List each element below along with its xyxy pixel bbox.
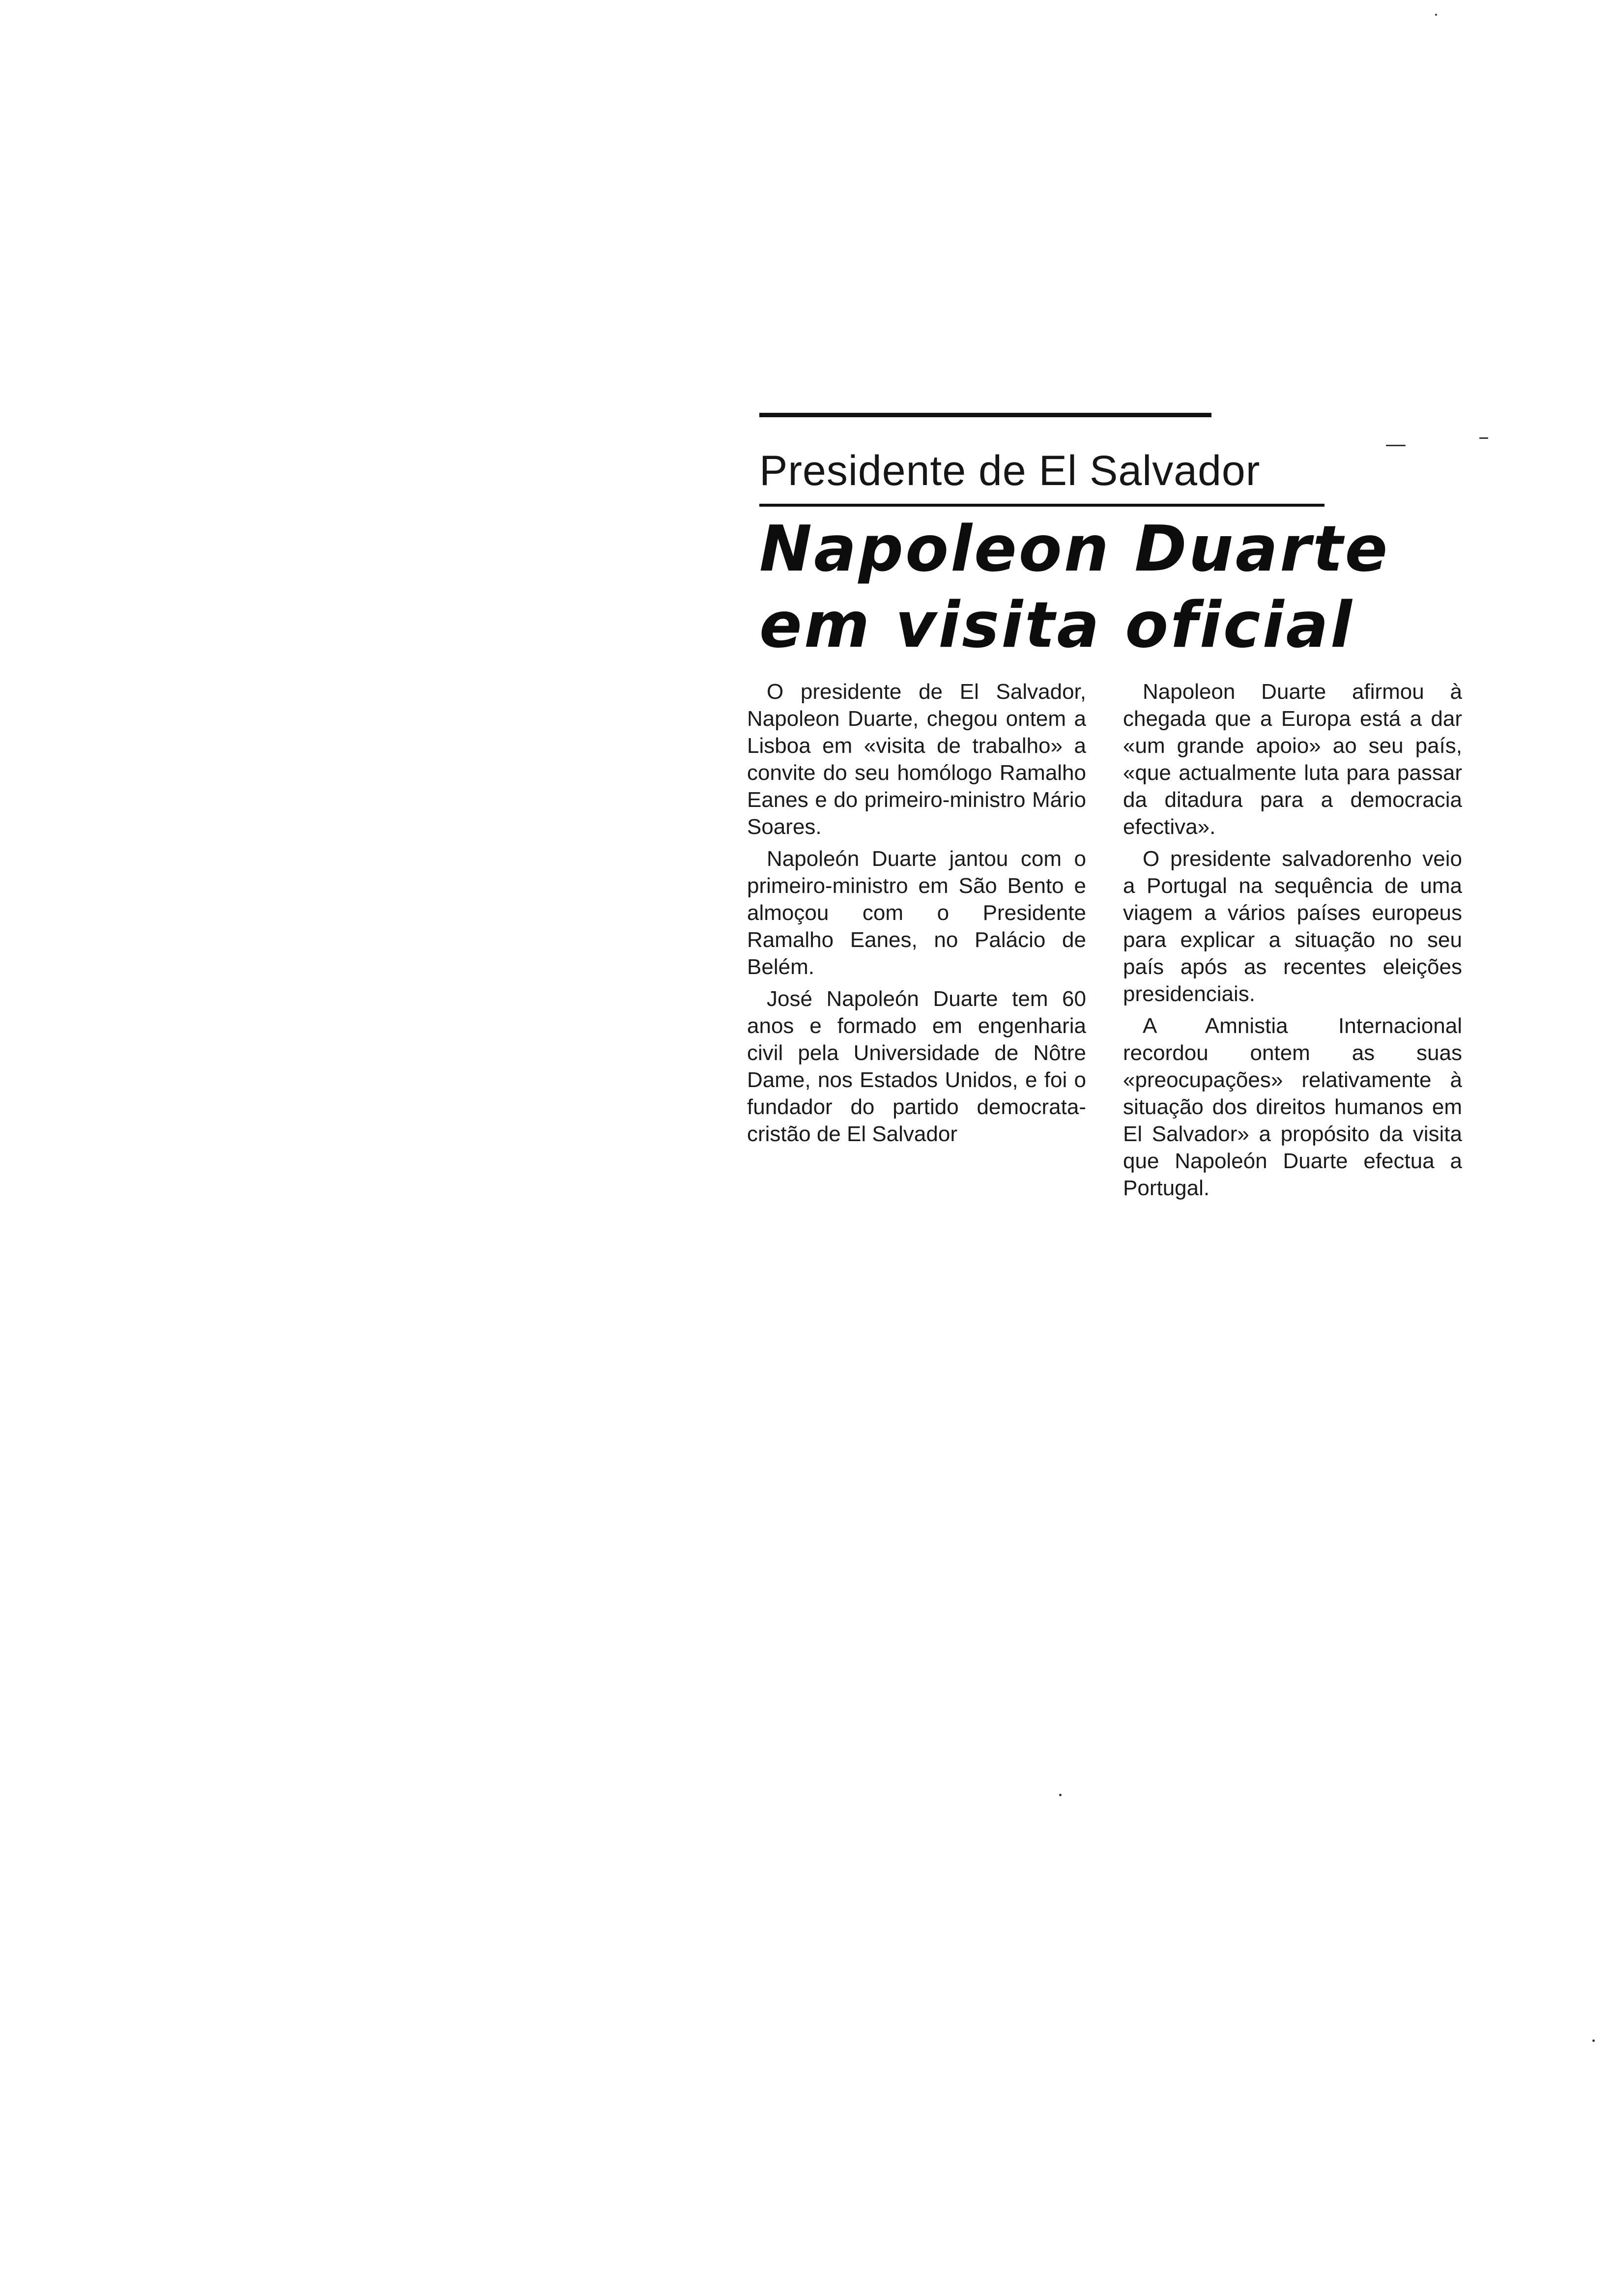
scan-speck (1386, 445, 1406, 446)
scan-speck (1479, 437, 1488, 439)
top-rule (759, 413, 1211, 417)
scan-speck (1592, 2039, 1595, 2042)
kicker-rule (759, 504, 1324, 507)
paragraph: O presidente salvadorenho veio a Portugal na sequência de uma viagem a vários países europeus para explicar a situação no seu país após as recentes eleições presidenciais. (1123, 847, 1462, 1006)
paragraph: A Amnistia Internacional recordou ontem as suas «preocupações» relativamente à situação dos direitos humanos em El Salvador» a propósito da visita que Napoleón Duarte efectua a Portugal. (1123, 1014, 1462, 1200)
article-kicker: Presidente de El Salvador (759, 447, 1261, 494)
article-headline (759, 511, 1472, 663)
paragraph: O presidente de El Salvador, Napoleon Duarte, chegou ontem a Lisboa em «visita de trabalho» a convite do seu homólogo Ramalho Eanes e do primeiro-ministro Mário Soares. (747, 680, 1086, 839)
paragraph: Napoleón Duarte jantou com o primeiro-ministro em São Bento e almoçou com o Presidente Ramalho Eanes, no Palácio de Belém. (747, 847, 1086, 979)
left-column (747, 678, 1086, 1152)
headline-line-2: em visita oficial (759, 589, 1354, 662)
newspaper-clipping (747, 413, 1484, 1224)
scan-speck (1435, 14, 1437, 16)
scan-speck (1059, 1794, 1062, 1796)
right-column (1123, 678, 1462, 1206)
headline-line-1: Napoleon Duarte (759, 513, 1390, 586)
paragraph: José Napoleón Duarte tem 60 anos e formado em engenharia civil pela Universidade de Nôtre Dame, nos Estados Unidos, e foi o fundador do partido democrata-cristão de El Salvador (747, 987, 1086, 1146)
paragraph: Napoleon Duarte afirmou à chegada que a Europa está a dar «um grande apoio» ao seu país, «que actualmente luta para passar da ditadura para a democracia efectiva». (1123, 680, 1462, 839)
